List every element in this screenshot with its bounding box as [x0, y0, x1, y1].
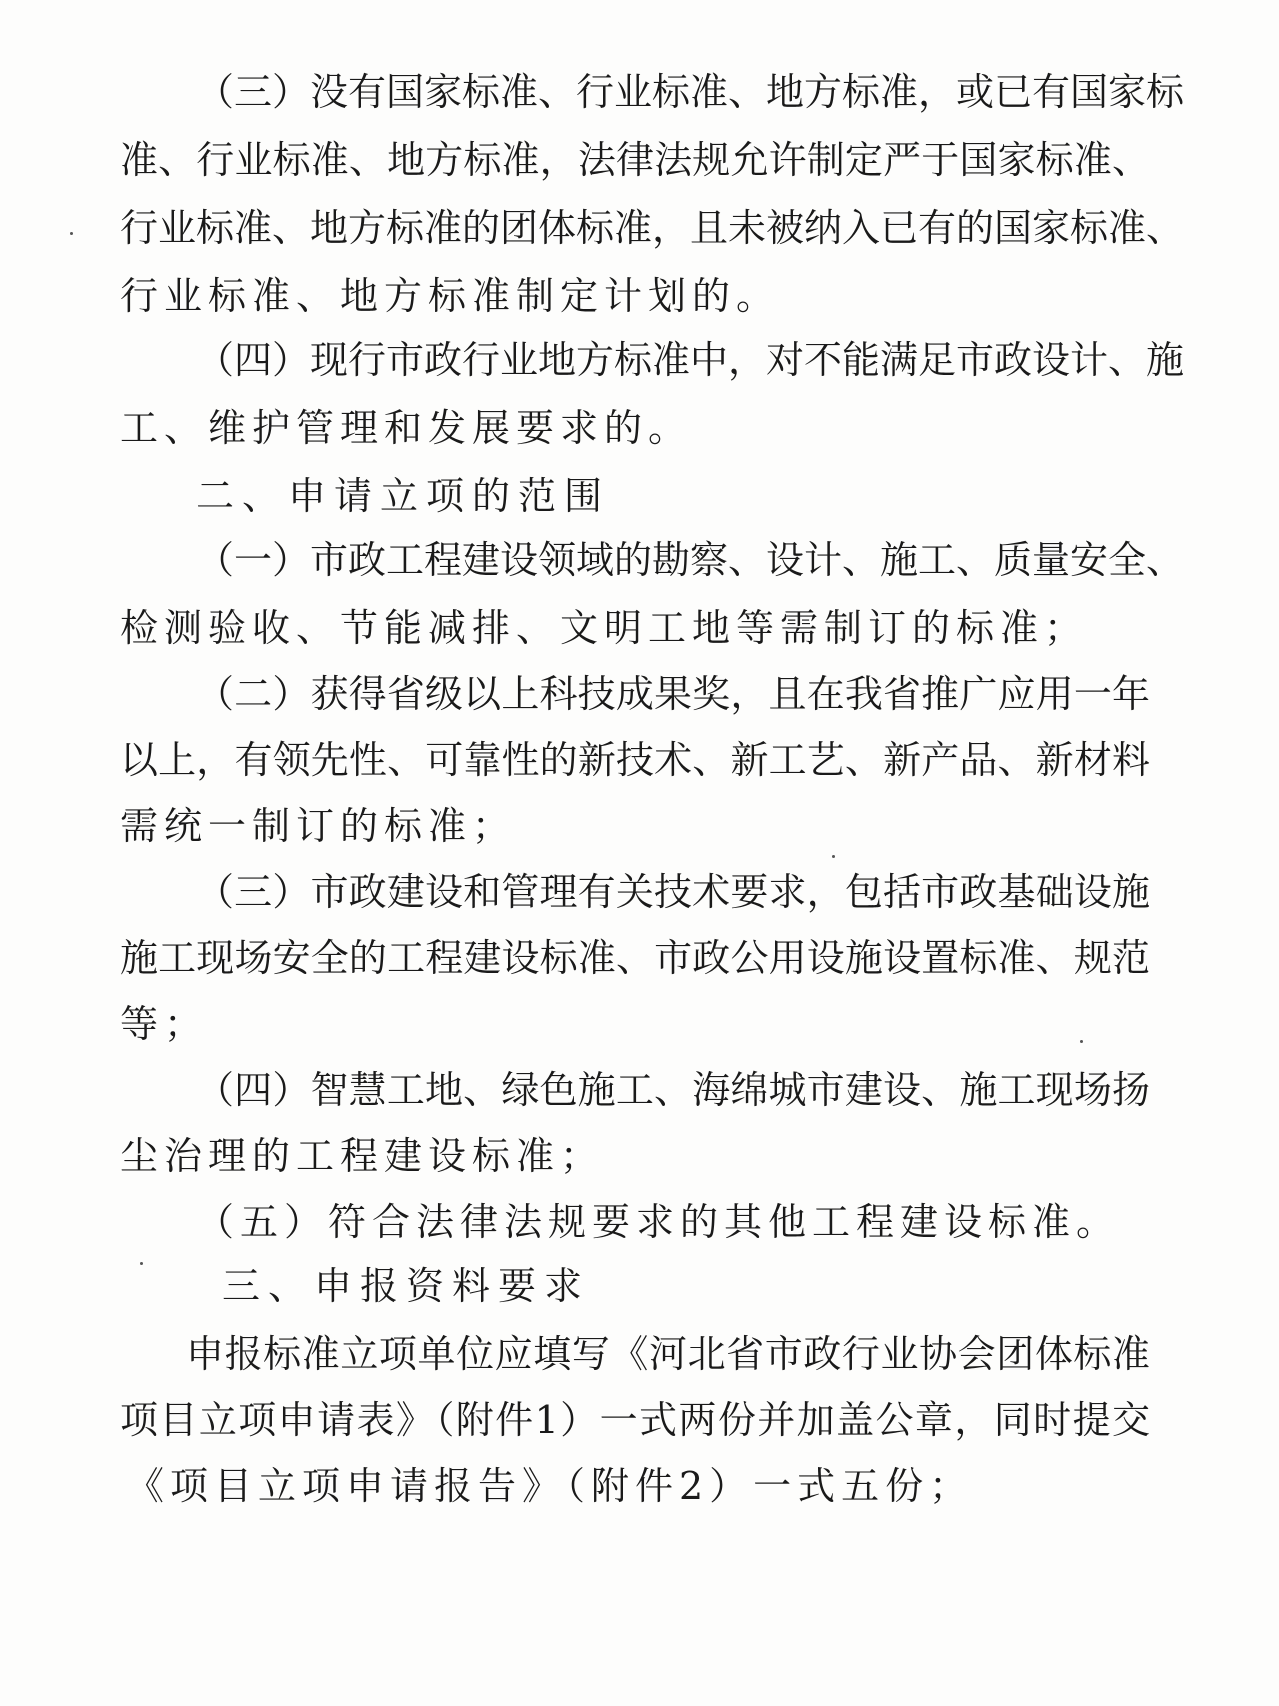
text-line: （四）智慧工地、绿色施工、海绵城市建设、施工现场扬 [196, 1068, 1150, 1112]
scan-speck [70, 232, 73, 235]
text-line: 等； [120, 1002, 209, 1046]
text-line: （三）没有国家标准、行业标准、地方标准，或已有国家标 [196, 70, 1185, 114]
text-line: 尘治理的工程建设标准； [120, 1134, 605, 1178]
text-line: 以上，有领先性、可靠性的新技术、新工艺、新产品、新材料 [120, 738, 1150, 782]
text-line: （二）获得省级以上科技成果奖，且在我省推广应用一年 [196, 672, 1150, 716]
text-line: （四）现行市政行业地方标准中，对不能满足市政设计、施 [196, 338, 1185, 382]
text-line: 施工现场安全的工程建设标准、市政公用设施设置标准、规范 [120, 936, 1150, 980]
section-heading: 三、申报资料要求 [222, 1264, 591, 1308]
section-heading: 二、申请立项的范围 [196, 474, 611, 518]
text-line: 行业标准、地方标准的团体标准，且未被纳入已有的国家标准、 [120, 206, 1185, 250]
text-line: 行业标准、地方标准制定计划的。 [120, 274, 781, 318]
text-line: （三）市政建设和管理有关技术要求，包括市政基础设施 [196, 870, 1150, 914]
scan-speck [832, 855, 835, 858]
text-line: （一）市政工程建设领域的勘察、设计、施工、质量安全、 [196, 538, 1185, 582]
text-line: 检测验收、节能减排、文明工地等需制订的标准； [120, 606, 1089, 650]
text-line: 《项目立项申请报告》（附件2）一式五份； [126, 1464, 974, 1508]
text-line: （五）符合法律法规要求的其他工程建设标准。 [196, 1200, 1121, 1244]
text-line: 需统一制订的标准； [120, 804, 517, 848]
text-line: 申报标准立项单位应填写《河北省市政行业协会团体标准 [186, 1332, 1150, 1376]
text-line: 工、维护管理和发展要求的。 [120, 406, 693, 450]
text-line: 准、行业标准、地方标准，法律法规允许制定严于国家标准、 [120, 138, 1150, 182]
scan-speck [1080, 1040, 1083, 1043]
text-line: 项目立项申请表》（附件1）一式两份并加盖公章，同时提交 [120, 1398, 1150, 1442]
scan-speck [140, 1262, 143, 1265]
